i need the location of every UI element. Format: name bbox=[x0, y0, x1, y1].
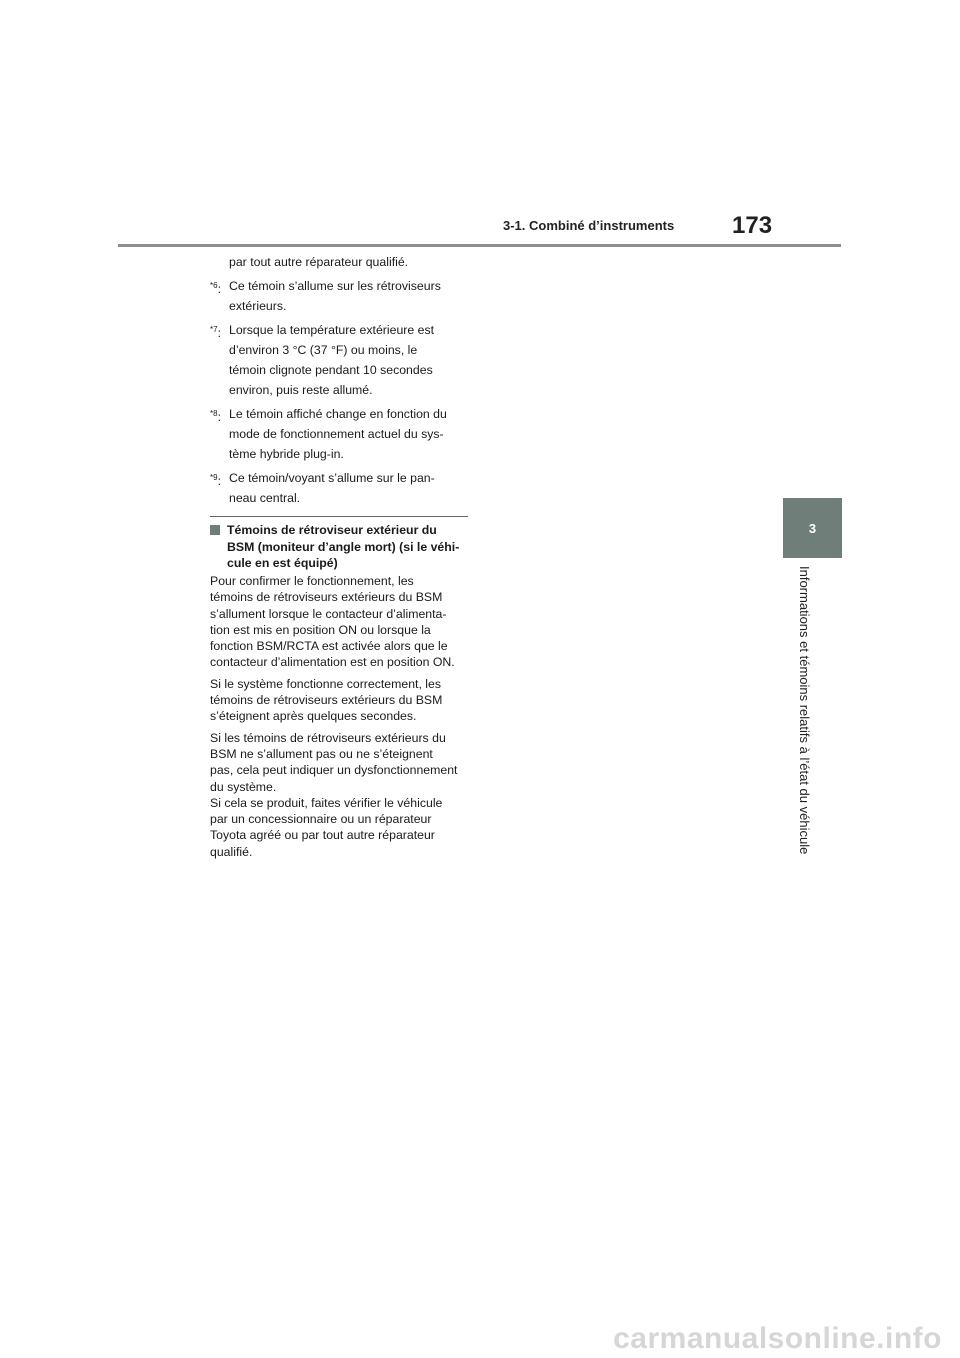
footnote-line: Le témoin affiché change en fonction du bbox=[229, 407, 447, 421]
paragraph-line: témoins de rétroviseurs extérieurs du BSM bbox=[210, 693, 443, 708]
footnote-line: d’environ 3 °C (37 °F) ou moins, le bbox=[229, 343, 418, 357]
footnote-8 bbox=[210, 404, 472, 464]
footnote-continuation-text: par tout autre réparateur qualifié. bbox=[229, 255, 409, 269]
paragraph-line: témoins de rétroviseurs extérieurs du BSM bbox=[210, 590, 443, 605]
footnote-7 bbox=[210, 320, 472, 400]
section-divider bbox=[210, 516, 468, 517]
footnote-line: mode de fonctionnement actuel du sys- bbox=[229, 427, 444, 441]
paragraph-line: Si les témoins de rétroviseurs extérieurs du bbox=[210, 730, 446, 745]
footnote-continuation bbox=[210, 252, 472, 272]
paragraph-line: pas, cela peut indiquer un dysfonctionnement bbox=[210, 763, 458, 778]
paragraph-line: Toyota agréé ou par tout autre réparateur bbox=[210, 828, 435, 843]
page-number: 173 bbox=[732, 212, 773, 239]
footnote-line: Lorsque la température extérieure est bbox=[229, 323, 435, 337]
footnotes bbox=[210, 252, 472, 512]
footnote-line: extérieurs. bbox=[229, 299, 287, 313]
paragraph-line: tion est mis en position ON ou lorsque la bbox=[210, 622, 431, 637]
footnote-line: Ce témoin/voyant s’allume sur le pan- bbox=[229, 471, 435, 485]
paragraph bbox=[210, 676, 472, 725]
paragraph-line: du système. bbox=[210, 779, 277, 794]
footnote-9 bbox=[210, 468, 472, 508]
paragraph-line: par un concessionnaire ou un réparateur bbox=[210, 812, 432, 827]
paragraph-line: contacteur d’alimentation est en position ON. bbox=[210, 655, 455, 670]
footnote-mark: $^{*7}$: bbox=[210, 325, 221, 340]
heading-text bbox=[210, 522, 472, 572]
footnote-mark: $^{*8}$: bbox=[210, 409, 221, 424]
heading-line: Témoins de rétroviseur extérieur du bbox=[227, 523, 437, 537]
paragraph-line: s’allument lorsque le contacteur d’alimenta- bbox=[210, 606, 447, 621]
footnote-line: neau central. bbox=[229, 491, 301, 505]
heading-line: cule en est équipé) bbox=[227, 556, 338, 570]
paragraph-line: fonction BSM/RCTA est activée alors que le bbox=[210, 639, 448, 654]
paragraph-line: Si cela se produit, faites vérifier le véhicule bbox=[210, 795, 443, 810]
section-heading bbox=[210, 522, 472, 572]
paragraph-line: Si le système fonctionne correctement, les bbox=[210, 676, 442, 691]
paragraph-line: s’éteignent après quelques secondes. bbox=[210, 709, 417, 724]
header-divider bbox=[118, 244, 841, 247]
paragraph bbox=[210, 573, 472, 671]
paragraph-line: Pour confirmer le fonctionnement, les bbox=[210, 574, 414, 588]
footnote-mark: $^{*6}$: bbox=[210, 281, 221, 296]
section-title: 3-1. Combiné d’instruments bbox=[503, 218, 675, 233]
watermark: carmanualsonline.info bbox=[613, 1322, 942, 1355]
footnote-line: environ, puis reste allumé. bbox=[229, 383, 373, 397]
footnote-6 bbox=[210, 276, 472, 316]
heading-line: BSM (moniteur d’angle mort) (si le véhi- bbox=[227, 539, 460, 554]
paragraph-line: qualifié. bbox=[210, 844, 253, 859]
paragraph-line: BSM ne s’allument pas ou ne s’éteignent bbox=[210, 746, 433, 761]
footnote-line: tème hybride plug-in. bbox=[229, 447, 344, 461]
section-body bbox=[210, 573, 472, 865]
chapter-side-title: Informations et témoins relatifs à l’état du véhicule bbox=[797, 566, 812, 855]
footnote-line: témoin clignote pendant 10 secondes bbox=[229, 363, 433, 377]
paragraph bbox=[210, 730, 472, 860]
section-square-icon bbox=[210, 525, 220, 535]
chapter-number: 3 bbox=[808, 520, 817, 536]
footnote-line: Ce témoin s’allume sur les rétroviseurs bbox=[229, 279, 441, 293]
footnote-mark: $^{*9}$: bbox=[210, 473, 221, 488]
chapter-tab[interactable] bbox=[783, 498, 842, 558]
